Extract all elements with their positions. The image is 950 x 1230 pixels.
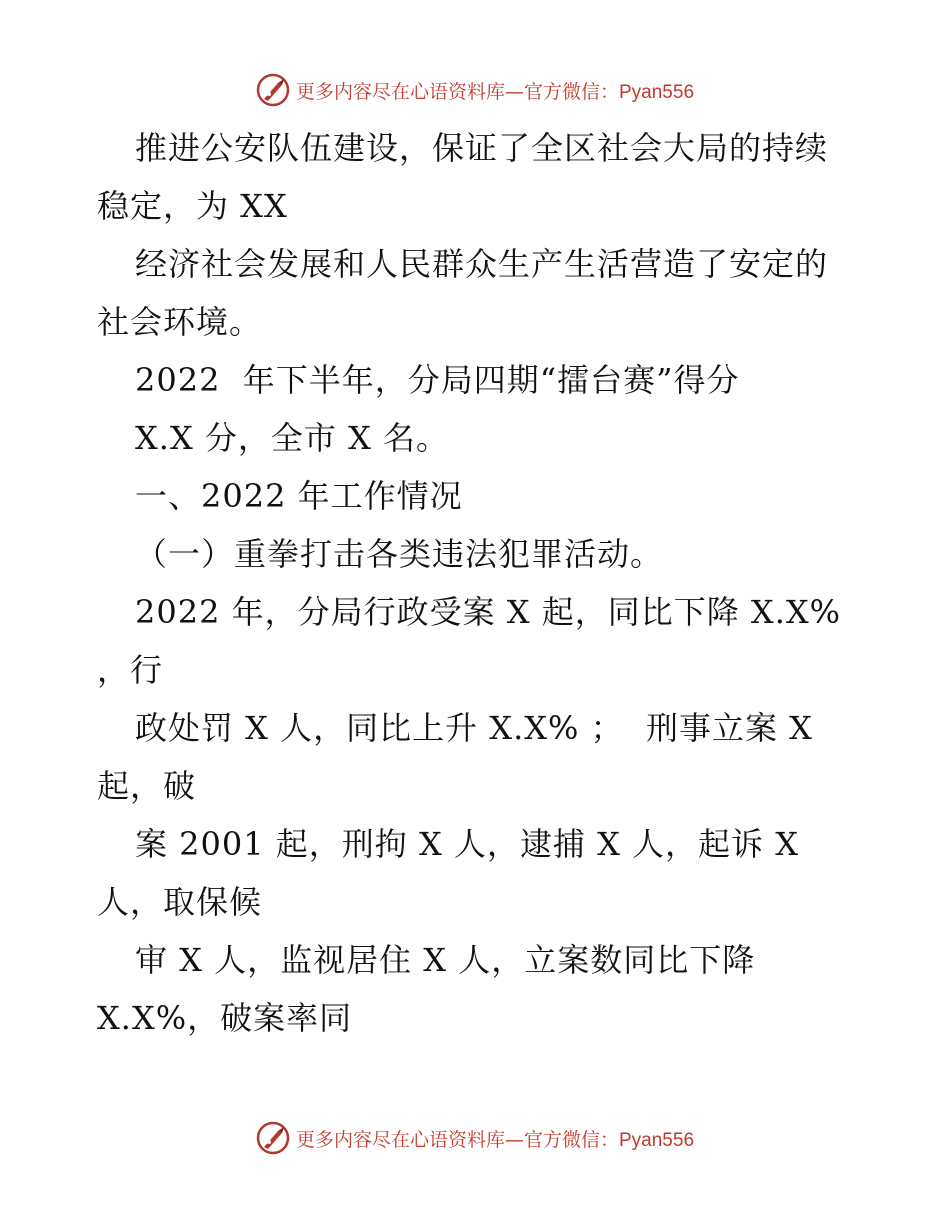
text-line: 推进公安队伍建设，保证了全区社会大局的持续	[135, 129, 829, 167]
footer-watermark-banner	[0, 1118, 950, 1158]
text-line: 起，破	[97, 767, 197, 805]
quill-logo-icon	[256, 1121, 290, 1155]
quill-logo-icon	[256, 73, 290, 107]
subsection-heading: （一）重拳打击各类违法犯罪活动。	[135, 535, 664, 573]
text-line: 2022 年，分局行政受案 X 起，同比下降 X.X%	[135, 593, 842, 631]
watermark-text: 更多内容尽在心语资料库—官方微信：Pyan556	[295, 1128, 695, 1151]
header-watermark-banner	[0, 70, 950, 110]
watermark-text: 更多内容尽在心语资料库—官方微信：Pyan556	[295, 80, 695, 103]
text-line: 审 X 人，监视居住 X 人，立案数同比下降	[135, 941, 756, 979]
text-line: X.X%，破案率同	[97, 999, 353, 1037]
section-heading: 一、2022 年工作情况	[135, 477, 463, 515]
text-line: 2022 年下半年，分局四期“擂台赛”得分	[135, 361, 740, 399]
text-line: 经济社会发展和人民群众生产生活营造了安定的	[135, 245, 829, 283]
text-line: X.X 分，全市 X 名。	[135, 419, 450, 457]
text-line: 案 2001 起，刑拘 X 人，逮捕 X 人，起诉 X	[135, 825, 799, 863]
text-line: 人，取保候	[97, 883, 263, 921]
text-line: 社会环境。	[97, 303, 263, 341]
text-line: 政处罚 X 人，同比上升 X.X% ； 刑事立案 X	[135, 709, 813, 747]
text-line: ，行	[97, 651, 164, 689]
text-line: 稳定，为 XX	[97, 187, 288, 225]
